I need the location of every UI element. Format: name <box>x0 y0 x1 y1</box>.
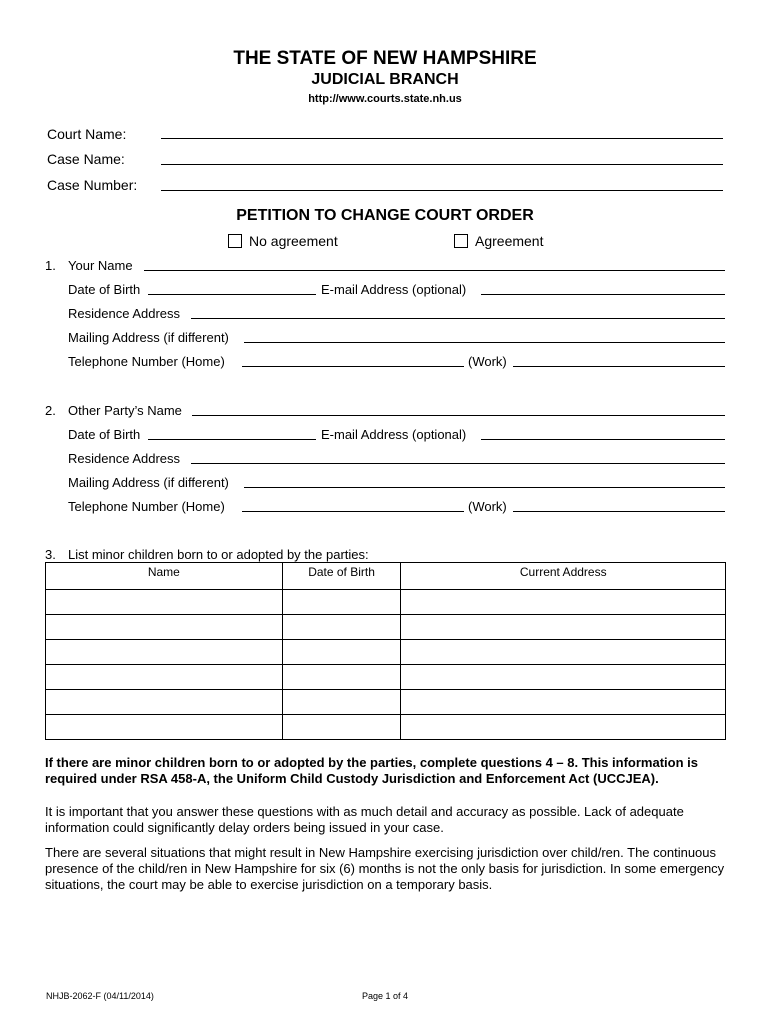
document-title: THE STATE OF NEW HAMPSHIRE <box>233 48 537 69</box>
accuracy-note: It is important that you answer these questions with as much detail and accuracy as possible. Lack of adequate information could significantly delay orders being issued in your case. <box>45 804 684 835</box>
page-number: Page 1 of 4 <box>362 991 409 1001</box>
table-row <box>46 690 726 715</box>
child-address-cell[interactable] <box>401 665 726 690</box>
child-dob-cell[interactable] <box>282 665 401 690</box>
child-dob-cell[interactable] <box>282 615 401 640</box>
section1-number: 1. <box>45 258 56 273</box>
child-name-cell[interactable] <box>46 715 283 740</box>
your-dob-label: Date of Birth <box>68 282 141 297</box>
other-phone-work-label: (Work) <box>468 499 507 514</box>
your-residence-field[interactable] <box>191 318 725 319</box>
children-table-header <box>46 563 726 590</box>
your-phone-home-field[interactable] <box>242 366 464 367</box>
your-phone-home-label: Telephone Number (Home) <box>68 354 225 369</box>
your-residence-label: Residence Address <box>68 306 181 321</box>
your-name-field[interactable] <box>144 270 725 271</box>
your-phone-work-field[interactable] <box>513 366 725 367</box>
uccjea-instructions: If there are minor children born to or adopted by the parties, complete questions 4 – 8. This information is required under RSA 458-A, the Uniform Child Custody Jurisdiction and Enforcement Act (UCCJEA). <box>45 755 698 786</box>
case-name-field[interactable] <box>161 164 723 165</box>
other-party-name-field[interactable] <box>192 415 725 416</box>
child-address-cell[interactable] <box>401 690 726 715</box>
case-name-label: Case Name: <box>47 151 125 167</box>
child-name-cell[interactable] <box>46 665 283 690</box>
other-dob-label: Date of Birth <box>68 427 141 442</box>
your-name-label: Your Name <box>68 258 133 273</box>
table-row <box>46 715 726 740</box>
document-subtitle: JUDICIAL BRANCH <box>311 71 459 88</box>
court-name-label: Court Name: <box>47 126 127 142</box>
child-dob-cell[interactable] <box>282 715 401 740</box>
table-row <box>46 590 726 615</box>
your-dob-field[interactable] <box>148 294 316 295</box>
case-number-label: Case Number: <box>47 177 138 193</box>
section3-number: 3. <box>45 547 56 562</box>
column-header-current-address: Current Address <box>401 563 726 590</box>
child-name-cell[interactable] <box>46 615 283 640</box>
your-mailing-field[interactable] <box>244 342 725 343</box>
table-row <box>46 640 726 665</box>
other-phone-home-label: Telephone Number (Home) <box>68 499 225 514</box>
no-agreement-label: No agreement <box>249 233 338 249</box>
your-email-label: E-mail Address (optional) <box>321 282 467 297</box>
section2-number: 2. <box>45 403 56 418</box>
other-email-label: E-mail Address (optional) <box>321 427 467 442</box>
no-agreement-checkbox[interactable] <box>228 234 242 248</box>
form-id: NHJB-2062-F (04/11/2014) <box>46 991 154 1001</box>
children-list-label: List minor children born to or adopted by the parties: <box>68 547 369 562</box>
court-name-field[interactable] <box>161 138 723 139</box>
child-dob-cell[interactable] <box>282 690 401 715</box>
other-dob-field[interactable] <box>148 439 316 440</box>
table-row <box>46 615 726 640</box>
your-phone-work-label: (Work) <box>468 354 507 369</box>
your-mailing-label: Mailing Address (if different) <box>68 330 229 345</box>
child-name-cell[interactable] <box>46 640 283 665</box>
other-residence-label: Residence Address <box>68 451 181 466</box>
other-phone-home-field[interactable] <box>242 511 464 512</box>
other-mailing-label: Mailing Address (if different) <box>68 475 229 490</box>
other-mailing-field[interactable] <box>244 487 725 488</box>
other-party-name-label: Other Party’s Name <box>68 403 182 418</box>
child-address-cell[interactable] <box>401 640 726 665</box>
children-table <box>45 562 726 740</box>
other-residence-field[interactable] <box>191 463 725 464</box>
child-name-cell[interactable] <box>46 690 283 715</box>
other-email-field[interactable] <box>481 439 725 440</box>
other-phone-work-field[interactable] <box>513 511 725 512</box>
agreement-label: Agreement <box>475 233 544 249</box>
case-number-field[interactable] <box>161 190 723 191</box>
child-address-cell[interactable] <box>401 590 726 615</box>
column-header-date-of-birth: Date of Birth <box>282 563 401 590</box>
jurisdiction-note: There are several situations that might result in New Hampshire exercising jurisdiction over child/ren. The continuous presence of the child/ren in New Hampshire for six (6) months is not the only basis for jurisdiction. In some emergency situations, the court may be able to exercise jurisdiction on a temporary basis. <box>45 845 725 892</box>
child-dob-cell[interactable] <box>282 590 401 615</box>
table-row <box>46 665 726 690</box>
child-dob-cell[interactable] <box>282 640 401 665</box>
court-website-url[interactable]: http://www.courts.state.nh.us <box>308 93 462 105</box>
agreement-checkbox[interactable] <box>454 234 468 248</box>
child-name-cell[interactable] <box>46 590 283 615</box>
child-address-cell[interactable] <box>401 715 726 740</box>
your-email-field[interactable] <box>481 294 725 295</box>
petition-title: PETITION TO CHANGE COURT ORDER <box>236 207 534 224</box>
column-header-name: Name <box>46 563 283 590</box>
child-address-cell[interactable] <box>401 615 726 640</box>
